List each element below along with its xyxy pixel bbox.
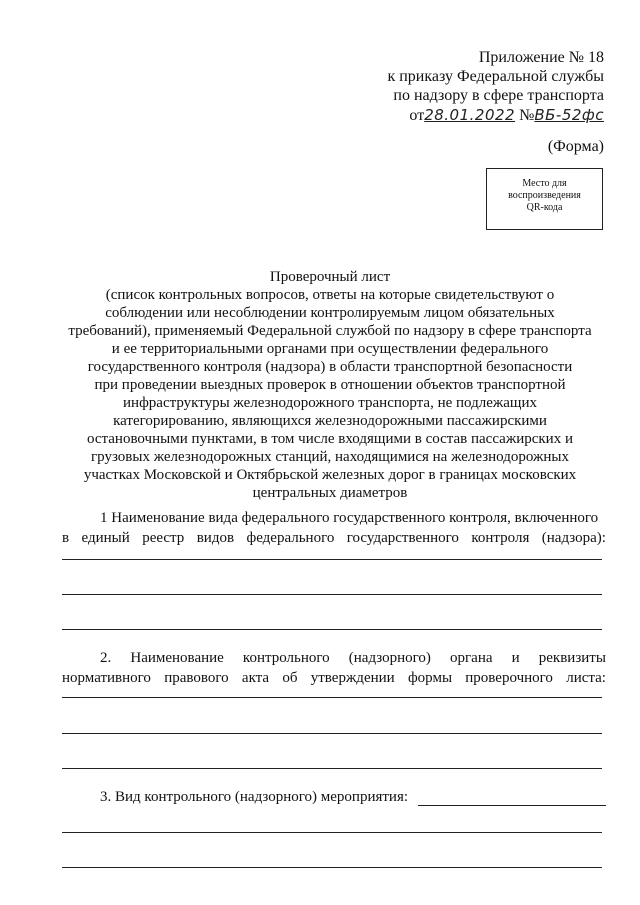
order-reference: к приказу Федеральной службы	[387, 68, 604, 85]
word: нормативного	[62, 670, 151, 686]
number-prefix: №	[519, 107, 535, 124]
qr-box-line: воспроизведения	[508, 190, 581, 201]
title-line: государственного контроля (надзора) в области транспортной безопасности	[87, 359, 573, 375]
section-2-justified-line	[62, 648, 606, 668]
title-line: участках Московской и Октябрьской железных дорог в границах московских	[83, 467, 577, 483]
title-line: (список контрольных вопросов, ответы на которые свидетельствуют о	[105, 287, 555, 303]
section-2-text	[62, 648, 606, 688]
word: правового	[164, 670, 229, 686]
title-heading: Проверочный лист	[269, 269, 391, 285]
title-line: соблюдении или несоблюдении контролируемым лицом обязательных	[105, 305, 555, 321]
qr-box-line: QR-кода	[526, 202, 563, 213]
word: видов	[196, 530, 235, 546]
section-3-label: 3. Вид контрольного (надзорного) мероприятия:	[100, 789, 409, 805]
title-line: требований), применяемый Федеральной службой по надзору в сфере транспорта	[68, 323, 592, 339]
form-label: (Форма)	[547, 138, 604, 155]
section-3-inline-answer-line[interactable]	[418, 805, 606, 806]
section-1-justified-line	[62, 528, 606, 548]
word: (надзорного)	[348, 650, 431, 666]
date-prefix: от	[409, 107, 425, 124]
title-line: и ее территориальными органами при осуществлении федерального	[111, 341, 549, 357]
order-number: ВБ-52фс	[534, 106, 604, 124]
word: 2.	[100, 650, 112, 666]
section-1-answer-line[interactable]	[62, 594, 602, 595]
title-line: грузовых железнодорожных станций, находящимися на железнодорожных	[91, 449, 569, 465]
title-line: категорированию, являющихся железнодорожными пассажирскими	[113, 413, 547, 429]
word: формы	[407, 670, 453, 686]
section-3-answer-line[interactable]	[62, 832, 602, 833]
word: органа	[450, 650, 493, 666]
title-line: инфраструктуры железнодорожного транспорта, не подлежащих	[123, 395, 537, 411]
word: (надзора):	[541, 530, 606, 546]
title-line: остановочными пунктами, в том числе входящими в состав пассажирских и	[87, 431, 573, 447]
section-2-answer-line[interactable]	[62, 733, 602, 734]
order-date-number	[409, 105, 604, 126]
qr-box-line: Место для	[522, 178, 567, 189]
appendix-number: Приложение № 18	[478, 49, 604, 66]
word: реестр	[142, 530, 185, 546]
section-2-answer-line[interactable]	[62, 768, 602, 769]
word: единый	[81, 530, 130, 546]
qr-code-placeholder	[486, 168, 603, 230]
section-1-text	[62, 508, 606, 548]
title-line: центральных диаметров	[252, 485, 408, 501]
section-2-justified-line	[62, 668, 606, 688]
section-3-answer-line[interactable]	[62, 867, 602, 868]
word: контроля	[471, 530, 530, 546]
word: проверочного	[465, 670, 553, 686]
word: листа:	[566, 670, 606, 686]
section-1-answer-line[interactable]	[62, 629, 602, 630]
section-2-answer-line[interactable]	[62, 697, 602, 698]
service-name: по надзору в сфере транспорта	[393, 87, 604, 104]
title-line: при проведении выездных проверок в отношении объектов транспортной	[94, 377, 566, 393]
word: акта	[241, 670, 270, 686]
word: контрольного	[242, 650, 330, 666]
word: государственного	[346, 530, 459, 546]
order-date: 28.01.2022	[424, 106, 516, 124]
document-title	[60, 268, 600, 502]
word: утверждении	[310, 670, 395, 686]
word: федерального	[246, 530, 335, 546]
word: реквизиты	[538, 650, 606, 666]
word: об	[282, 670, 298, 686]
section-1-line: 1 Наименование вида федерального государственного контроля, включенного	[100, 510, 599, 526]
word: Наименование	[130, 650, 224, 666]
section-1-answer-line[interactable]	[62, 559, 602, 560]
word: и	[511, 650, 520, 666]
word: в	[62, 530, 70, 546]
